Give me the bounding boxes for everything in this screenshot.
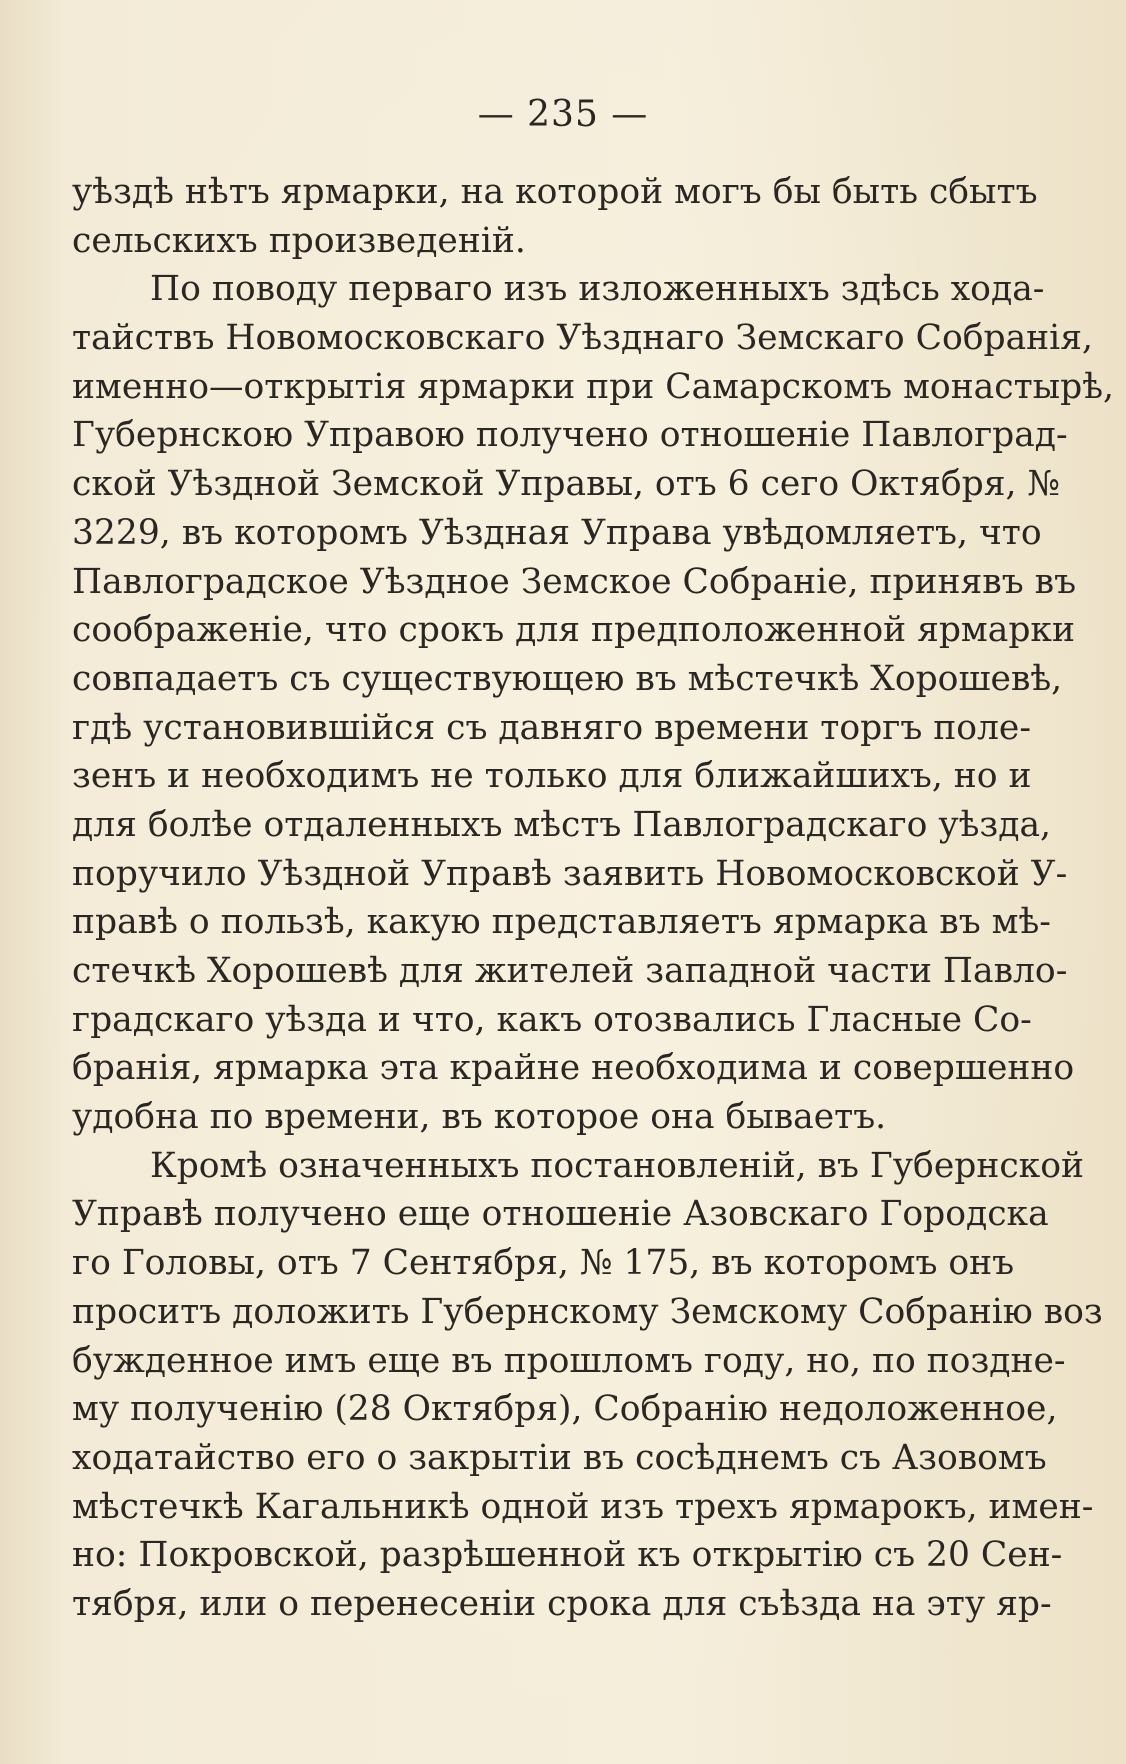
text-line: соображеніе, что срокъ для предположенной ярмарки	[72, 610, 1075, 651]
text-line: бужденное имъ еще въ прошломъ году, но, по поздне-	[72, 1340, 1066, 1381]
text-line: сельскихъ произведеній.	[72, 220, 526, 261]
text-line: правѣ о пользѣ, какую представляетъ ярмарка въ мѣ-	[72, 902, 1051, 943]
text-line: поручило Уѣздной Управѣ заявить Новомосковской У-	[72, 853, 1068, 894]
text-line: Кромѣ означенныхъ постановленій, въ Губернской	[150, 1145, 1084, 1186]
text-line: Управѣ получено еще отношеніе Азовскаго Городска	[72, 1194, 1049, 1235]
text-line: зенъ и необходимъ не только для ближайшихъ, но и	[72, 756, 1032, 797]
text-line: тября, или о перенесеніи срока для съѣзда на эту яр-	[72, 1583, 1052, 1624]
text-line: бранія, ярмарка эта крайне необходима и совершенно	[72, 1048, 1075, 1089]
text-line: го Головы, отъ 7 Сентября, № 175, въ которомъ онъ	[72, 1243, 1015, 1284]
text-line: ходатайство его о закрытіи въ сосѣднемъ съ Азовомъ	[72, 1437, 1047, 1478]
text-line: удобна по времени, въ которое она бываетъ.	[72, 1097, 887, 1138]
text-line: Губернскою Управою получено отношеніе Павлоград-	[72, 415, 1068, 456]
text-line: му полученію (28 Октября), Собранію недоложенное,	[72, 1389, 1058, 1430]
text-line: мѣстечкѣ Кагальникѣ одной изъ трехъ ярмарокъ, имен-	[72, 1486, 1094, 1527]
text-line: проситъ доложить Губернскому Земскому Собранію воз	[72, 1291, 1103, 1332]
text-body	[72, 168, 1114, 1629]
text-line: По поводу перваго изъ изложенныхъ здѣсь хода-	[150, 269, 1045, 310]
text-line: ской Уѣздной Земской Управы, отъ 6 сего Октября, №	[72, 464, 1061, 505]
text-line: тайствъ Новомосковскаго Уѣзднаго Земскаго Собранія,	[72, 318, 1093, 359]
text-line: гдѣ установившійся съ давняго времени торгъ поле-	[72, 707, 1031, 748]
text-line: но: Покровской, разрѣшенной къ открытію съ 20 Сен-	[72, 1535, 1063, 1576]
text-line: стечкѣ Хорошевѣ для жителей западной части Павло-	[72, 951, 1068, 991]
text-line: совпадаетъ съ существующею въ мѣстечкѣ Хорошевѣ,	[72, 658, 1063, 699]
text-line: уѣздѣ нѣтъ ярмарки, на которой могъ бы быть сбытъ	[72, 172, 1038, 212]
text-line: 3229, въ которомъ Уѣздная Управа увѣдомляетъ, что	[72, 512, 1042, 553]
text-line: для болѣе отдаленныхъ мѣстъ Павлоградскаго уѣзда,	[72, 804, 1052, 845]
text-line: Павлоградское Уѣздное Земское Собраніе, принявъ въ	[72, 561, 1077, 602]
text-line: именно—открытія ярмарки при Самарскомъ монастырѣ,	[72, 366, 1114, 407]
page-number: — 235 —	[477, 94, 649, 135]
text-line: градскаго уѣзда и что, какъ отозвались Гласные Со-	[72, 999, 1032, 1040]
